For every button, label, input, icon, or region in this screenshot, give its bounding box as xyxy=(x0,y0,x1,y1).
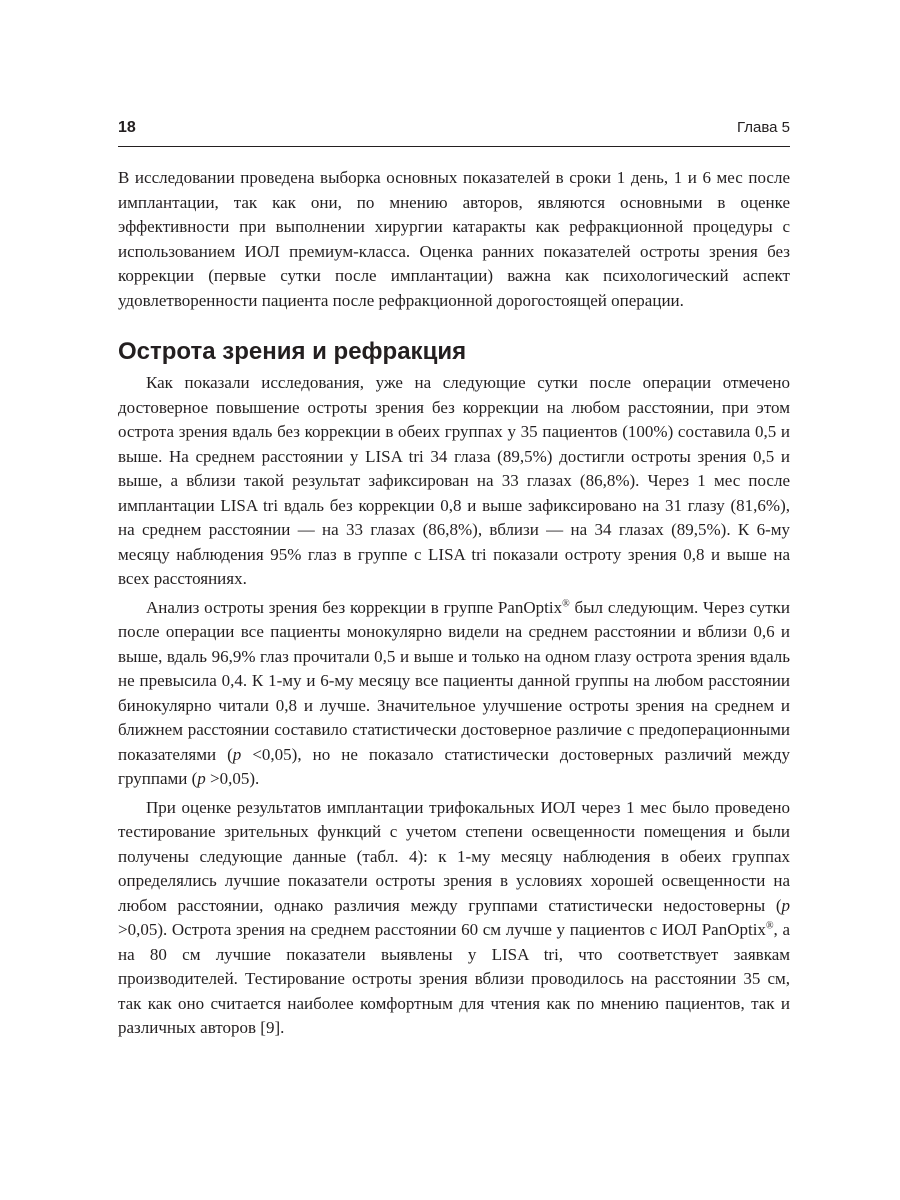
paragraph-3-part-a: При оценке результатов имплантации трифокальных ИОЛ через 1 мес было проведено тестирование зрительных функций с учетом степени освещенности помещения и были получены следующие данные (табл. 4): к 1-му месяцу наблюдения в обеих группах определялись лучшие показатели остроты зрения в условиях хорошей освещенности на любом расстоянии, однако различия между группами статистически недостоверны ( xyxy=(118,797,790,915)
paragraph-3-part-b: >0,05). Острота зрения на среднем расстоянии 60 см лучше у пациентов с ИОЛ PanOptix xyxy=(118,920,766,939)
intro-paragraph: В исследовании проведена выборка основных показателей в сроки 1 день, 1 и 6 мес после имплантации, так как они, по мнению авторов, являются основными в оценке эффективности при выполнении хирургии катаракты как рефракционной процедуры с использованием ИОЛ премиум-класса. Оценка ранних показателей остроты зрения без коррекции (первые сутки после имплантации) важна как психологический аспект удовлетворенности пациента после рефракционной дорогостоящей операции. xyxy=(118,168,790,310)
paragraph-3 xyxy=(118,796,790,1041)
running-head xyxy=(118,116,790,140)
registered-mark: ® xyxy=(562,597,570,609)
p-value-symbol: p xyxy=(197,769,206,788)
paragraph-2 xyxy=(118,596,790,792)
p-value-symbol: p xyxy=(781,895,790,915)
paragraph-3-part-c: , а на 80 см лучшие показатели выявлены у LISA tri, что соответствует заявкам производителей. Тестирование остроты зрения вблизи проводилось на расстоянии 35 см, так как оно считается наиболее комфортным для чтения как по мнению пациентов, так и различных авторов [9]. xyxy=(118,920,791,1037)
chapter-label: Глава 5 xyxy=(736,119,790,136)
paragraph-1: Как показали исследования, уже на следующие сутки после операции отмечено достоверное повышение остроты зрения без коррекции на любом расстоянии, при этом острота зрения вдаль без коррекции в обеих группах у 35 пациентов (100%) составила 0,5 и выше. На среднем расстоянии у LISA tri 34 глаза (89,5%) достигли остроты зрения 0,5 и выше, а вблизи такой результат зафиксирован на 33 глазах (86,8%). Через 1 мес после имплантации LISA tri вдаль без коррекции 0,8 и выше зафиксировано на 31 глазу (81,6%), на среднем расстоянии — на 33 глазах (86,8%), вблизи — на 34 глазах (89,5%). К 6-му месяцу наблюдения 95% глаз в группе с LISA tri показали остроту зрения 0,8 и выше на всех расстояниях. xyxy=(118,373,790,588)
page-number: 18 xyxy=(118,119,136,136)
p-value-symbol: p xyxy=(232,744,242,764)
registered-mark: ® xyxy=(765,920,774,932)
paragraph-2-part-a: Анализ остроты зрения без коррекции в группе PanOptix xyxy=(146,597,563,617)
paragraph-2-part-c: <0,05), но не показало статистически достоверных различий между группами ( xyxy=(118,744,790,788)
paragraph-2-part-b: был следующим. Через сутки после операции все пациенты монокулярно видели на среднем расстоянии и вблизи 0,6 и выше, вдаль 96,9% глаз прочитали 0,5 и выше и только на одном глазу острота зрения вдаль не превысила 0,4. К 1-му и 6-му месяцу все пациенты данной группы на любом расстоянии бинокулярно читали 0,8 и лучше. Значительное улучшение остроты зрения на среднем и ближнем расстоянии составило статистически достоверное различие с предоперационными показателями ( xyxy=(118,597,790,764)
header-rule xyxy=(118,146,790,147)
paragraph-2-part-d: >0,05). xyxy=(205,769,260,788)
body-text xyxy=(118,166,790,1041)
section-heading: Острота зрения и рефракция xyxy=(118,338,467,365)
